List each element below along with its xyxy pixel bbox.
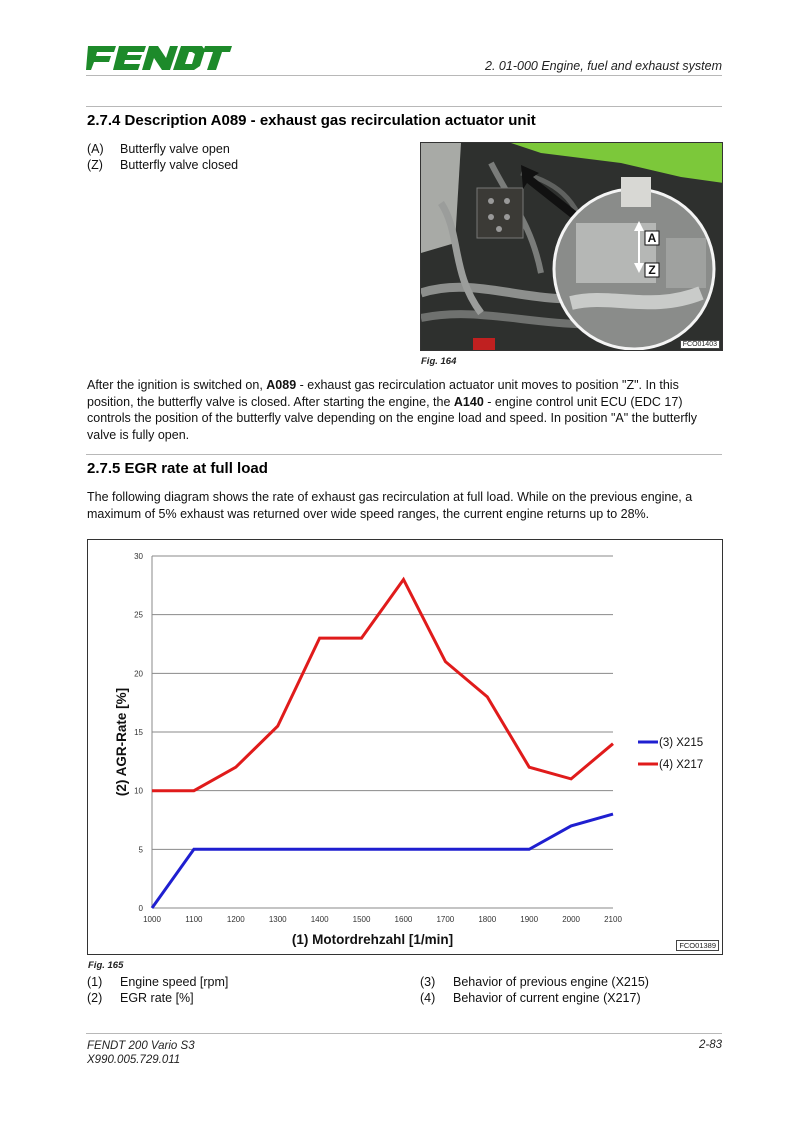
series-line-x217 xyxy=(152,580,613,791)
x-tick-label: 1500 xyxy=(352,915,371,924)
legend-item-z: (Z) Butterfly valve closed xyxy=(87,158,239,172)
actuator-photo xyxy=(420,142,723,351)
x-tick-label: 1200 xyxy=(226,915,245,924)
paragraph-egr-rate: The following diagram shows the rate of exhaust gas recirculation at full load. While on the previous engine, a maximum of 5% exhaust was returned over wide speed ranges, the current engine returns up to 28%. xyxy=(87,490,693,521)
y-tick-label: 10 xyxy=(134,786,143,796)
y-tick-label: 20 xyxy=(134,669,143,679)
chart-code: FCO01389 xyxy=(676,940,719,951)
section-rule-274 xyxy=(86,106,722,107)
component-code: A089 xyxy=(266,378,297,392)
photo-label-z: Z xyxy=(648,263,656,277)
header-rule xyxy=(86,75,722,76)
footer-left xyxy=(87,1039,195,1067)
footer-doc-number: X990.005.729.011 xyxy=(87,1054,181,1066)
x-tick-label: 1400 xyxy=(310,915,329,924)
heading-2-7-5: 2.7.5 EGR rate at full load xyxy=(87,460,268,477)
paragraph-actuator-description xyxy=(87,377,723,443)
component-code: A140 xyxy=(453,394,484,409)
x-tick-label: 1900 xyxy=(520,915,539,924)
x-tick-label: 1700 xyxy=(436,915,455,924)
y-tick-label: 30 xyxy=(134,552,143,561)
x-tick-label: 1100 xyxy=(185,915,203,924)
engine-photo-illustration xyxy=(421,143,723,351)
chart-key-left xyxy=(87,974,228,1006)
series-line-x215 xyxy=(152,814,613,908)
legend-entry-x217: (4) X217 xyxy=(659,759,704,771)
paragraph-text: After the ignition is switched on, xyxy=(87,378,267,392)
y-tick-label: 5 xyxy=(138,845,143,855)
chart-key-right xyxy=(420,974,649,1006)
fig-165-label: Fig. 165 xyxy=(88,960,124,971)
fig-164-label: Fig. 164 xyxy=(421,356,457,367)
photo-code: FCO01403 xyxy=(680,340,720,349)
legend-entry-x215: (3) X215 xyxy=(659,737,704,749)
header-section-title: 2. 01-000 Engine, fuel and exhaust system xyxy=(485,59,722,73)
section-rule-275 xyxy=(86,454,722,455)
paragraph-text: - exhaust gas recirculation actuator unit moves to position "Z". In this position, the butterfly valve is closed. After starting the engine, the xyxy=(87,378,679,409)
key-item-1: (1) Engine speed [rpm] xyxy=(87,975,229,989)
fendt-logo xyxy=(86,44,232,72)
x-tick-label: 1000 xyxy=(143,915,161,924)
photo-legend xyxy=(87,141,238,173)
footer-page-number: 2-83 xyxy=(698,1039,722,1051)
x-tick-label: 2000 xyxy=(562,915,580,924)
y-axis-label: (2) AGR-Rate [%] xyxy=(114,687,129,797)
y-tick-label: 0 xyxy=(138,904,143,913)
x-axis-label: (1) Motordrehzahl [1/min] xyxy=(291,932,454,947)
key-item-4: (4) Behavior of current engine (X217) xyxy=(420,991,641,1005)
x-tick-label: 1800 xyxy=(478,915,497,924)
key-item-2: (2) EGR rate [%] xyxy=(87,991,194,1005)
x-tick-label: 1600 xyxy=(394,915,413,924)
key-item-3: (3) Behavior of previous engine (X215) xyxy=(420,975,649,989)
egr-rate-chart xyxy=(87,539,723,955)
y-tick-label: 15 xyxy=(134,728,143,737)
footer-rule xyxy=(86,1033,722,1034)
paragraph-text: - engine control unit ECU (EDC 17) controls the position of the butterfly valve depending on the engine load and speed. In position "A" the butterfly valve is fully open. xyxy=(87,394,697,442)
footer-model: FENDT 200 Vario S3 xyxy=(87,1040,195,1052)
heading-2-7-4: 2.7.4 Description A089 - exhaust gas recirculation actuator unit xyxy=(87,112,536,129)
legend-item-a: (A) Butterfly valve open xyxy=(87,142,230,156)
x-tick-label: 1300 xyxy=(268,915,287,924)
x-tick-label: 2100 xyxy=(604,915,622,924)
photo-label-a: A xyxy=(647,231,657,245)
y-tick-label: 25 xyxy=(134,610,143,620)
chart-svg xyxy=(88,540,724,956)
